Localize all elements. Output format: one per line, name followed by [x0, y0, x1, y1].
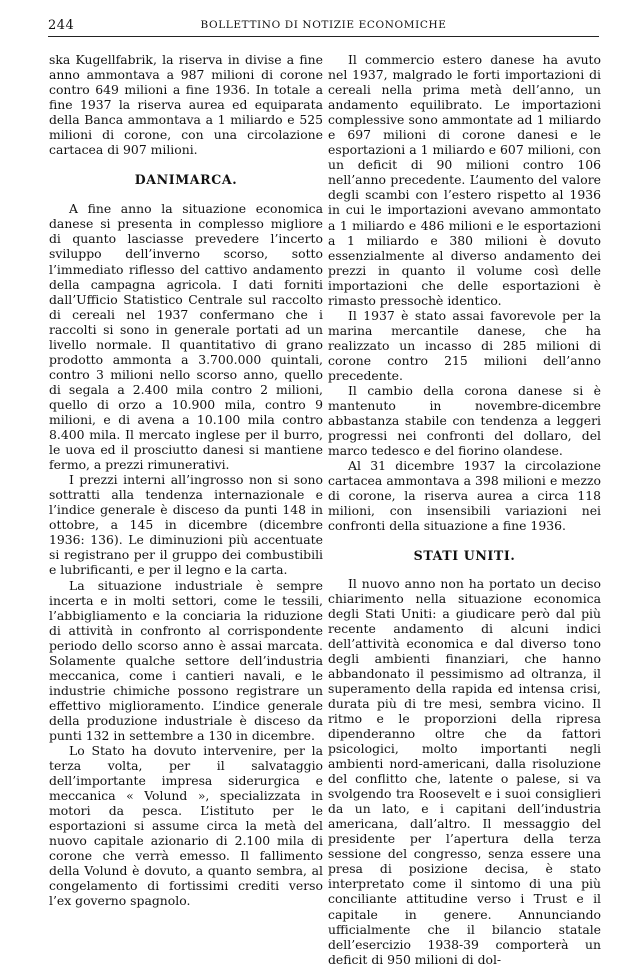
paragraph: Il 1937 è stato assai favorevole per la marina mercantile danese, che ha realizzato un incasso di 285 milioni di corone contro 215 milioni dell’anno precedente.	[328, 307, 601, 383]
page-number: 244	[48, 18, 75, 33]
section-heading-danimarca: DANIMARCA.	[134, 172, 238, 188]
paragraph: Al 31 dicembre 1937 la circolazione cartacea ammontava a 398 milioni e mezzo di corone, la riserva aurea a circa 118 milioni, con insensibili variazioni nei confronti della situazione a fine 1936.	[328, 458, 601, 534]
section-heading-stati-uniti: STATI UNITI.	[413, 547, 516, 563]
running-title: BOLLETTINO DI NOTIZIE ECONOMICHE	[200, 19, 447, 31]
left-column	[49, 52, 323, 909]
paragraph: Il cambio della corona danese si è mantenuto in novembre-dicembre abbastanza stabile con tendenza a leggeri progressi nei confronti del dollaro, del marco tedesco e del fiorino olandese.	[328, 383, 601, 459]
paragraph-continued: ska Kugellfabrik, la riserva in divise a fine anno ammontava a 987 milioni di corone contro 649 milioni a fine 1936. In totale a fine 1937 la riserva aurea ed equiparata della Banca ammontava a 1 miliardo e 525 milioni di corone, con una circolazione cartacea di 907 milioni.	[49, 52, 323, 158]
paragraph: Il commercio estero danese ha avuto nel 1937, malgrado le forti importazioni di cereali nella prima metà dell’anno, un andamento equilibrato. Le importazioni complessive sono ammontate ad 1 miliardo e 697 milioni di corone danesi e le esportazioni a 1 miliardo e 607 milioni, con un deficit di 90 milioni contro 106 nell’anno precedente. L’aumento del valore degli scambi con l’estero rispetto al 1936 in cui le importazioni avevano ammontato a 1 miliardo e 486 milioni e le esportazioni a 1 miliardo e 380 milioni è dovuto essenzialmente al diverso andamento dei prezzi in quanto il volume così delle importazioni che delle esportazioni è rimasto pressochè identico.	[328, 52, 601, 308]
paragraph: La situazione industriale è sempre incerta e in molti settori, come le tessili, l’abbigliamento e la conciaria la riduzione di attività in confronto al corrispondente periodo dello scorso anno è assai marcata. Solamente qualche settore dell’industria meccanica, come i cantieri navali, e le industrie chimiche possono registrare un effettivo miglioramento. L’indice generale della produzione industriale è disceso da punti 132 in settembre a 130 in dicembre.	[49, 577, 323, 743]
paragraph: A fine anno la situazione economica danese si presenta in complesso migliore di quanto lasciasse prevedere l’incerto sviluppo dell’inverno scorso, sotto l’immediato riflesso del cattivo andamento della campagna agricola. I dati forniti dall’Ufficio Statistico Centrale sul raccolto di cereali nel 1937 confermano che i raccolti si sono in generale portati ad un livello normale. Il quantitativo di grano prodotto ammonta a 3.700.000 quintali, contro 3 milioni nello scorso anno, quello di segala a 2.400 mila contro 2 milioni, quello di orzo a 10.900 mila, contro 9 milioni, e di avena a 10.100 mila contro 8.400 mila. Il mercato inglese per il burro, le uova ed il prosciutto danesi si mantiene fermo, a prezzi rimunerativi.	[49, 201, 323, 473]
running-header	[48, 14, 599, 37]
paragraph: Il nuovo anno non ha portato un deciso chiarimento nella situazione economica degli Stati Uniti: a giudicare però dal più recente andamento di alcuni indici dell’attività economica e dal diverso tono degli ambienti finanziari, che hanno abbandonato il pessimismo ad oltranza, il superamento della rapida ed intensa crisi, durata più di tre mesi, sembra vicino. Il ritmo e le proporzioni della ripresa dipenderanno oltre che da fattori psicologici, molto importanti negli ambienti nord-americani, dalla risoluzione del conflitto che, latente o palese, si va svolgendo tra Roosevelt e i suoi consiglieri da un lato, e i capitani dell’industria americana, dall’altro. Il messaggio del presidente per l’apertura della terza sessione del congresso, senza essere una presa di posizione decisa, è stato interpretato come il sintomo di una più conciliante attitudine verso i Trust e il capitale in genere. Annunciando ufficialmente che il bilancio statale dell’esercizio 1938-39 comporterà un deficit di 950 milioni di dol-	[328, 575, 601, 967]
paragraph: Lo Stato ha dovuto intervenire, per la terza volta, per il salvataggio dell’importante impresa siderurgica e meccanica « Volund », specializzata in motori da pesca. L’istituto per le esportazioni si assume circa la metà del nuovo capitale azionario di 2.100 mila di corone che verrà emesso. Il fallimento della Volund è dovuto, a quanto sembra, al congelamento di fortissimi crediti verso l’ex governo spagnolo.	[49, 743, 323, 909]
paragraph: I prezzi interni all’ingrosso non si sono sottratti alla tendenza internazionale e l’indice generale è disceso da punti 148 in ottobre, a 145 in dicembre (dicembre 1936: 136). Le diminuzioni più accentuate si registrano per il gruppo dei combustibili e lubrificanti, e per il legno e la carta.	[49, 472, 323, 578]
right-column	[328, 52, 601, 967]
